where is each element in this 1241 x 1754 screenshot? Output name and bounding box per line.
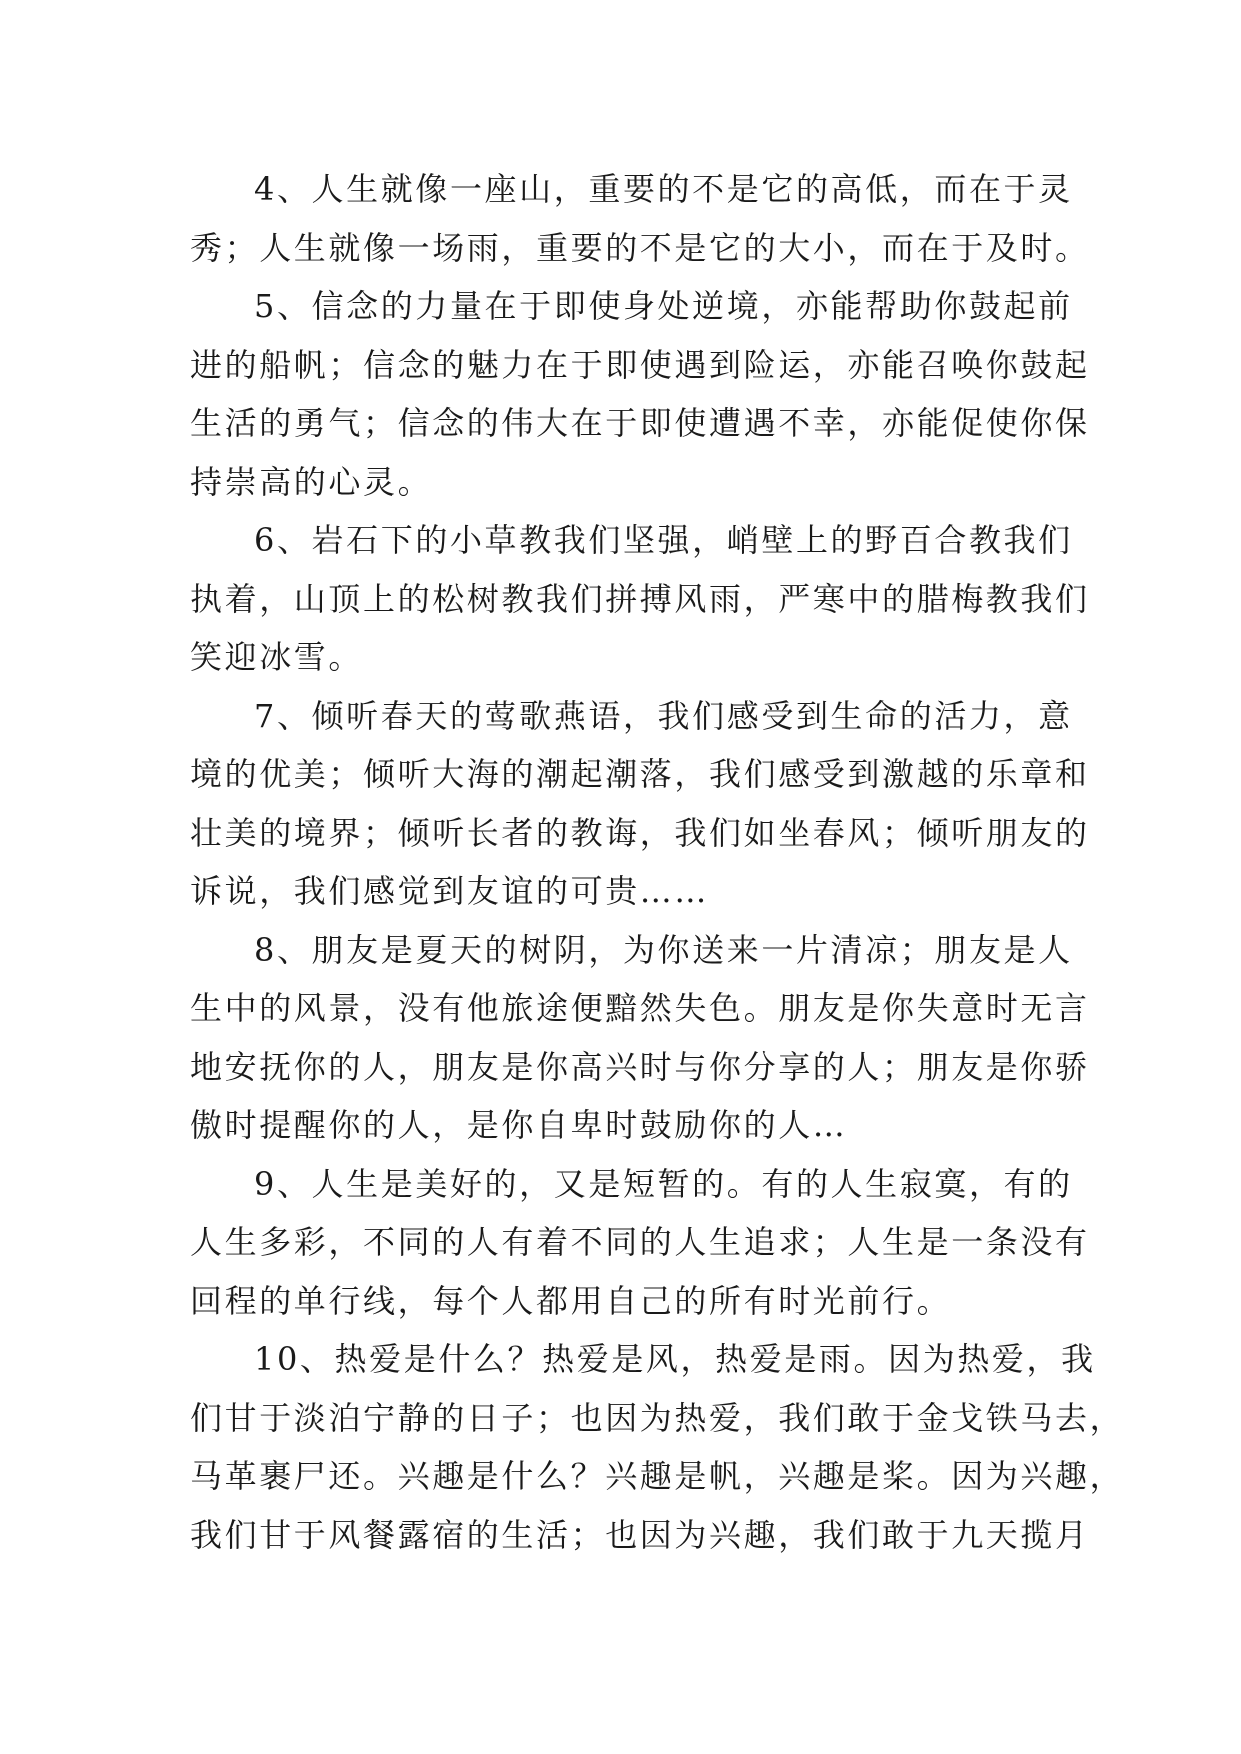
paragraph-10 (190, 1330, 1125, 1564)
paragraph-line: 进的船帆；信念的魅力在于即使遇到险运，亦能召唤你鼓起 (190, 345, 1090, 384)
paragraph-7 (190, 687, 1090, 921)
paragraph-line: 9、人生是美好的，又是短暂的。有的人生寂寞，有的 (254, 1164, 1073, 1203)
paragraph-line: 8、朋友是夏天的树阴，为你送来一片清凉；朋友是人 (254, 930, 1073, 969)
paragraph-line: 10、热爱是什么？热爱是风，热爱是雨。因为热爱，我 (254, 1340, 1096, 1378)
paragraph-line: 7、倾听春天的莺歌燕语，我们感受到生命的活力，意 (254, 696, 1073, 735)
paragraph-8 (190, 921, 1090, 1155)
paragraph-line: 持崇高的心灵。 (190, 462, 433, 501)
paragraph-line: 们甘于淡泊宁静的日子；也因为热爱，我们敢于金戈铁马去， (190, 1398, 1125, 1437)
paragraph-line: 境的优美；倾听大海的潮起潮落，我们感受到激越的乐章和 (190, 755, 1090, 793)
paragraph-line: 笑迎冰雪。 (190, 638, 364, 676)
paragraph-line: 5、信念的力量在于即使身处逆境，亦能帮助你鼓起前 (254, 287, 1073, 325)
paragraph-line: 回程的单行线，每个人都用自己的所有时光前行。 (190, 1281, 952, 1320)
paragraph-4 (190, 160, 1090, 277)
paragraph-line: 人生多彩，不同的人有着不同的人生追求；人生是一条没有 (190, 1223, 1090, 1261)
paragraph-line: 壮美的境界；倾听长者的教诲，我们如坐春风；倾听朋友的 (190, 813, 1090, 852)
paragraph-line: 秀；人生就像一场雨，重要的不是它的大小，而在于及时。 (190, 228, 1090, 267)
paragraph-5 (190, 277, 1090, 511)
paragraph-line: 4、人生就像一座山，重要的不是它的高低，而在于灵 (254, 170, 1073, 208)
paragraph-line: 我们甘于风餐露宿的生活；也因为兴趣，我们敢于九天揽月 (190, 1515, 1090, 1554)
paragraph-line: 生中的风景，没有他旅途便黯然失色。朋友是你失意时无言 (190, 989, 1090, 1027)
paragraph-line: 执着，山顶上的松树教我们拼搏风雨，严寒中的腊梅教我们 (190, 579, 1090, 618)
paragraph-line: 马革裹尸还。兴趣是什么？兴趣是帆，兴趣是桨。因为兴趣， (190, 1457, 1125, 1495)
paragraph-line: 诉说，我们感觉到友谊的可贵…… (190, 872, 710, 910)
paragraph-9 (190, 1155, 1090, 1331)
paragraph-line: 傲时提醒你的人，是你自卑时鼓励你的人… (190, 1106, 848, 1144)
paragraph-line: 地安抚你的人，朋友是你高兴时与你分享的人；朋友是你骄 (190, 1047, 1090, 1086)
paragraph-line: 6、岩石下的小草教我们坚强，峭壁上的野百合教我们 (254, 521, 1073, 559)
paragraph-6 (190, 511, 1090, 687)
document-body (190, 160, 1125, 1564)
paragraph-line: 生活的勇气；信念的伟大在于即使遭遇不幸，亦能促使你保 (190, 404, 1090, 442)
